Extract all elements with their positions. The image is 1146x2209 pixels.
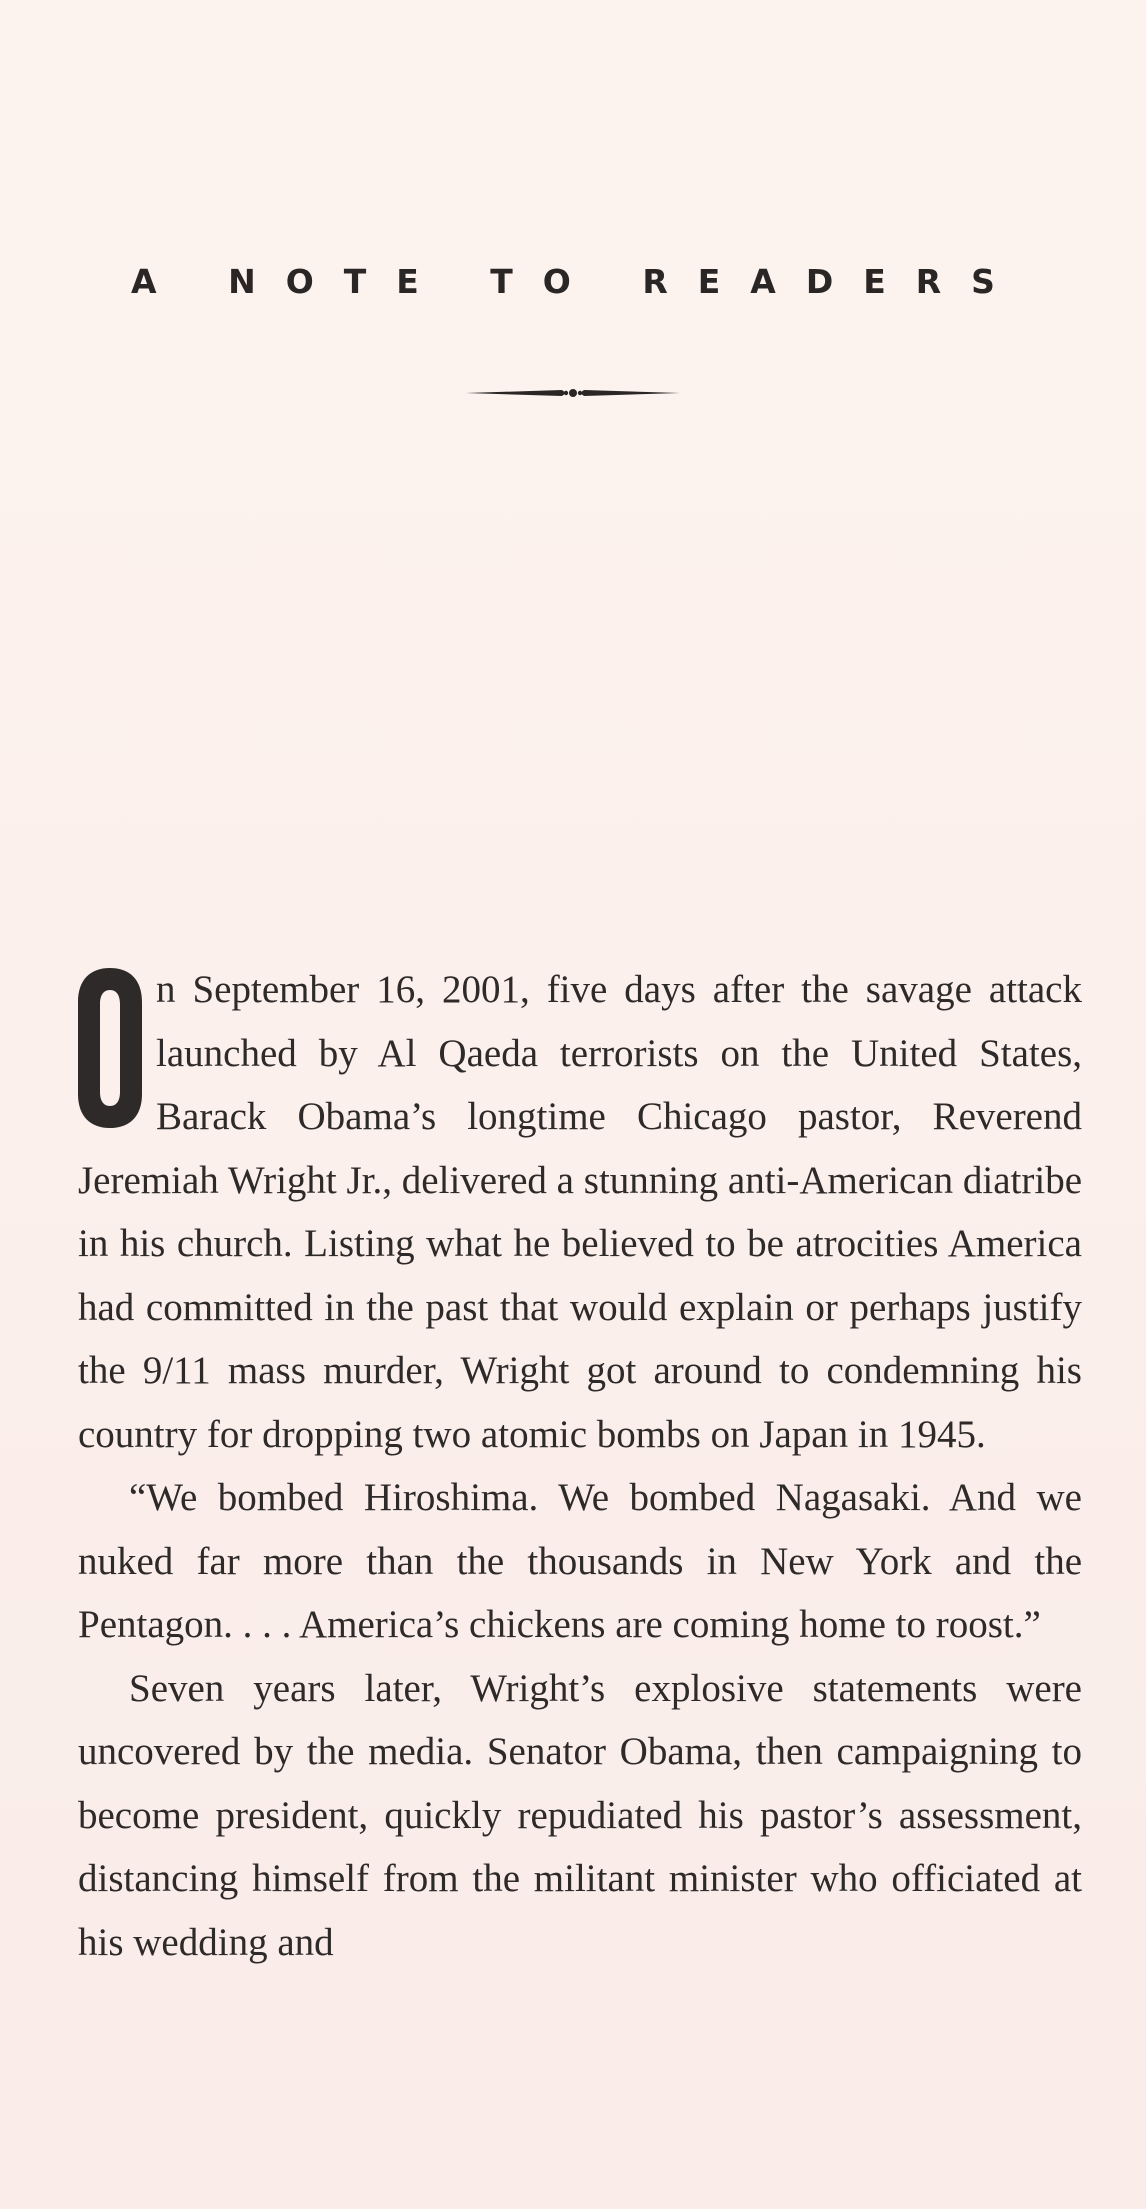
paragraph-2: “We bombed Hiroshima. We bombed Nagasaki. And we nuked far more than the thousands in New York and the Pentagon. . . . America’s chickens are coming home to roost.” [78,1476,1082,1646]
drop-cap [78,968,142,1128]
chapter-heading: A NOTE TO READERS [131,262,1025,301]
drop-cap-letter [78,968,142,1128]
paragraph-1 [78,958,1082,1466]
body-text [78,958,1082,1974]
paragraph-3: Seven years later, Wright’s explosive statements were uncovered by the media. Senator Obama, then campaigning to become president, quickly repudiated his pastor’s assessment, distancing himself from the militant minister who officiated at his wedding and [78,1666,1082,1964]
paragraph-1-text: n September 16, 2001, five days after the savage attack launched by Al Qaeda terrorists on the United States, Barack Obama’s longtime Chicago pastor, Reverend Jeremiah Wright Jr., delivered a stunning anti-American diatribe in his church. Listing what he believed to be atrocities America had committed in the past that would explain or perhaps justify the 9/11 mass murder, Wright got around to condemning his country for dropping two atomic bombs on Japan in 1945. [78,968,1082,1456]
ornament-divider [466,378,680,408]
